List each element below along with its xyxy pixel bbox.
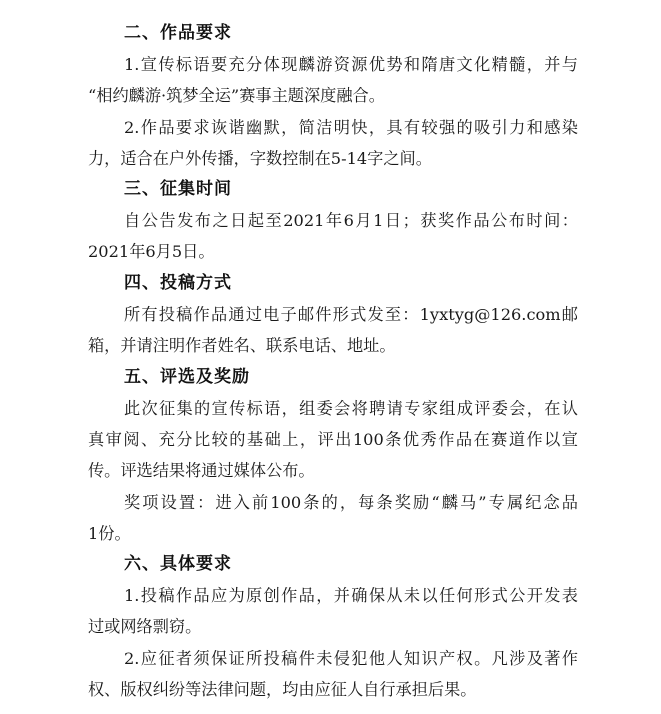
paragraph-line: 2.作品要求诙谐幽默，简洁明快，具有较强的吸引力和感染 (124, 118, 578, 137)
section-heading-requirements: 二、作品要求 (124, 23, 232, 43)
section-heading-submission-method: 四、投稿方式 (124, 273, 232, 293)
paragraph-line: 所有投稿作品通过电子邮件形式发至：1yxtyg@126.com邮 (124, 305, 578, 324)
paragraph-line: 1.投稿作品应为原创作品，并确保从未以任何形式公开发表 (124, 586, 578, 605)
paragraph-line: 2.应征者须保证所投稿件未侵犯他人知识产权。凡涉及著作 (124, 649, 578, 668)
paragraph-line: 1.宣传标语要充分体现麟游资源优势和隋唐文化精髓，并与 (124, 55, 578, 74)
paragraph-line: 奖项设置：进入前100条的，每条奖励“麟马”专属纪念品 (124, 493, 578, 512)
paragraph-line: 此次征集的宣传标语，组委会将聘请专家组成评委会，在认 (124, 399, 578, 418)
paragraph-line: 2021年6月5日。 (88, 242, 215, 261)
paragraph-line: 传。评选结果将通过媒体公布。 (88, 461, 315, 480)
section-heading-selection-awards: 五、评选及奖励 (124, 367, 250, 387)
paragraph-line: “相约麟游·筑梦全运”赛事主题深度融合。 (88, 86, 385, 105)
paragraph-line: 自公告发布之日起至2021年6月1日；获奖作品公布时间： (124, 211, 578, 230)
paragraph-line: 箱，并请注明作者姓名、联系电话、地址。 (88, 336, 396, 355)
paragraph-line: 真审阅、充分比较的基础上，评出100条优秀作品在赛道作以宣 (88, 430, 578, 449)
paragraph-line: 过或网络剽窃。 (88, 617, 202, 636)
section-heading-specific-requirements: 六、具体要求 (124, 554, 232, 574)
paragraph-line: 权、版权纠纷等法律问题，均由应征人自行承担后果。 (88, 680, 477, 699)
paragraph-line: 1份。 (88, 524, 131, 543)
paragraph-line: 力，适合在户外传播，字数控制在5-14字之间。 (88, 149, 432, 168)
section-heading-collection-time: 三、征集时间 (124, 179, 232, 199)
